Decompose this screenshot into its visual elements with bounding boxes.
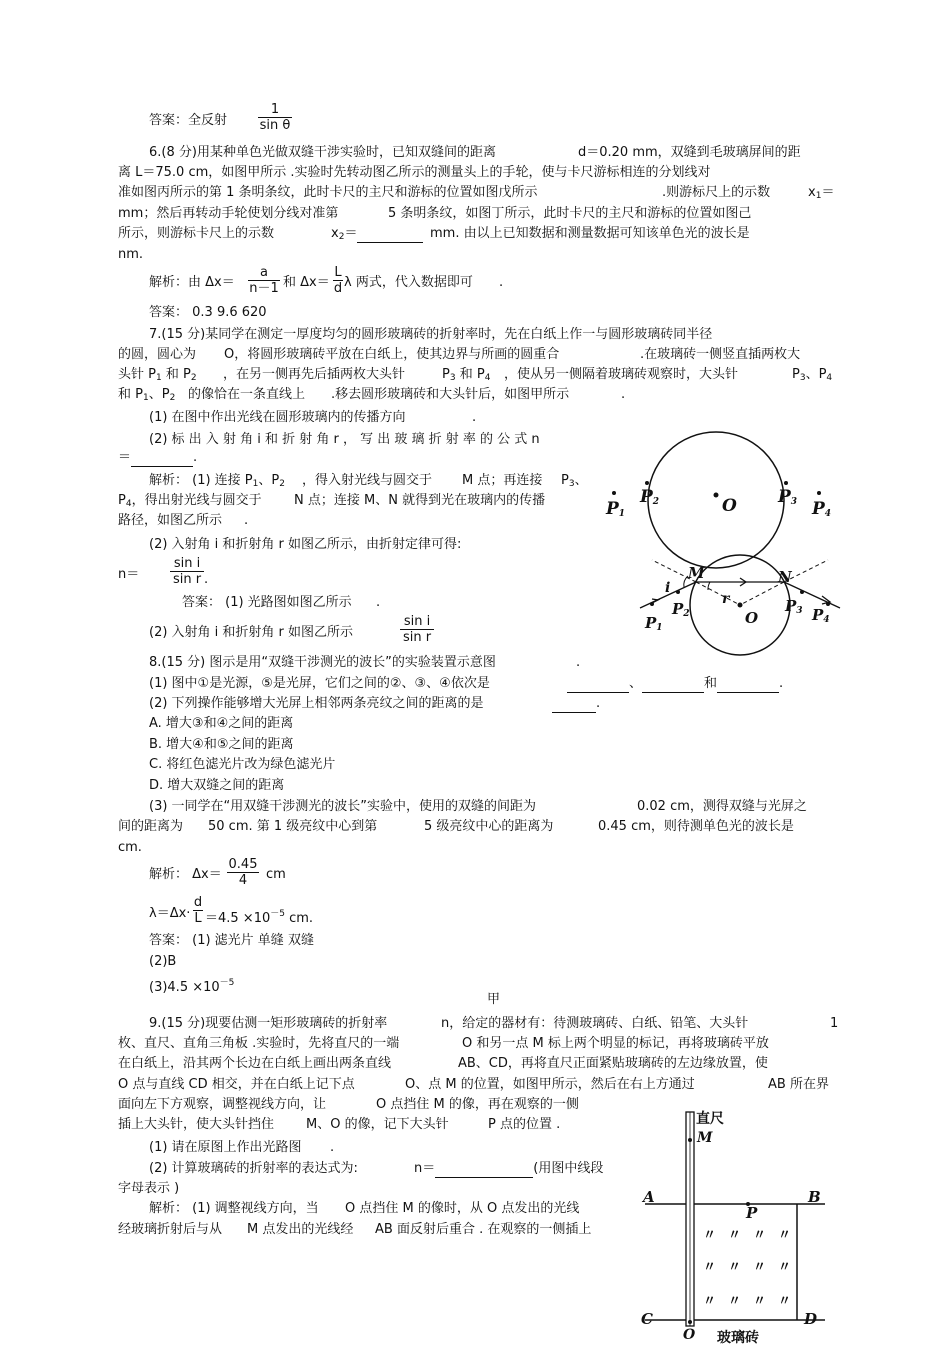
q9-part-1: (1) 请在原图上作出光路图 [149,1140,302,1155]
q5-answer: 答案：全反射 [149,113,228,128]
frac-denominator: sin r [400,629,434,645]
q8-part-3g: cm. [118,840,142,855]
q6-line-1b: d＝0.20 mm，双缝到毛玻璃屏间的距 [578,145,801,160]
q8-option-b: B. 增大④和⑤之间的距离 [149,737,294,752]
fig-b-label-n: N [778,568,792,586]
q7-solution-3: 路径，如图乙所示 [118,513,223,528]
q8-answer-2: (2)B [149,954,177,969]
q9-fig-label-c: C [641,1310,653,1328]
q8-answer-3: $(3)4.5 \times 10^{-5}$ [149,978,235,995]
q7-line-3d: ，使从另一侧隔着玻璃砖观察时，大头针 [504,367,739,382]
q7-solution-1d: $P_3$、 [561,473,588,489]
q6-line-4a: mm；然后再转动手轮使划分线对准第 [118,206,339,221]
fig-a-label-p1: $P_1$ [606,499,626,519]
q6-solution-b: 和 Δx＝ [283,275,330,290]
q9-line-2: 枚、直尺、直角三角板 .实验时，先将直尺的一端 [118,1036,400,1051]
q7-solution-1a: 解析： (1) 连接 $P_1$、$P_2$ [149,473,285,489]
q9-line-1b: n，给定的器材有：待测玻璃砖、白纸、铅笔、大头针 [441,1016,749,1031]
fig-b-label-p3: $P_3$ [785,597,803,616]
q7-formula-fraction [170,556,204,587]
q8-part-3c: 间的距离为 [118,819,184,834]
q8-solution-2b: $=4.5 \times 10^{-5}$ cm. [205,909,314,926]
frac-numerator: sin i [173,556,201,571]
q8-part-1: (1) 图中①是光源，⑤是光屏，它们之间的②、③、④依次是 [149,676,490,691]
q9-line-4a: O 点与直线 CD 相交，并在白纸上记下点 [118,1077,355,1092]
q6-line-3b: .则游标尺上的示数 [662,185,771,200]
q6-line-5d: mm. 由以上已知数据和测量数据可知该单色光的波长是 [430,226,750,241]
fig-b-label-i: i [665,580,671,596]
q6-line-5a: 所示，则游标卡尺上的示数 [118,226,275,241]
q8-solution-2a: λ＝Δx· [149,906,191,921]
q8-solution-1a: 解析： Δx＝ [149,867,222,882]
q8-line-1: 8.(15 分) 图示是用“双缝干涉测光的波长”的实验装置示意图 [149,655,496,670]
q6-line-6: nm. [118,247,144,262]
q8-part-3d: 50 cm. 第 1 级亮纹中心到第 [208,819,378,834]
q9-fig-hatch-row-3: 〃〃〃〃 [703,1294,804,1309]
frac-denominator: 4 [227,872,259,888]
q7-solution-4: (2) 入射角 i 和折射角 r 如图乙所示，由折射定律可得: [149,537,462,552]
fig-a-label-o: O [722,496,737,516]
fig-b-label-m: M [688,564,705,582]
q7-part-2: (2) 标 出 入 射 角 i 和 折 射 角 r ， 写 出 玻 璃 折 射 率 的 公 式 n [149,432,540,447]
q8-part-3f: 0.45 cm，则待测单色光的波长是 [598,819,794,834]
fig-b-label-p2: $P_2$ [672,600,690,619]
q6-x2: $x_2=$ [331,226,423,245]
q9-fig-label-p: P [746,1204,758,1222]
frac-numerator: L [334,265,342,280]
q6-line-1: 6.(8 分)用某种单色光做双缝干涉实验时，已知双缝间的距离 [149,145,496,160]
q9-line-6b: M、O 的像，记下大头针 [306,1117,449,1132]
q9-fig-hatch-row-2: 〃〃〃〃 [703,1260,804,1275]
q9-fig-label-m: M [697,1130,713,1146]
fig-b-label-p1: $P_1$ [645,614,663,633]
q9-fig-label-a: A [643,1188,655,1206]
q7-formula-end: . [204,572,209,587]
q7-line-4c: .移去圆形玻璃砖和大头针后，如图甲所示 [331,387,570,402]
q8-option-c: C. 将红色滤光片改为绿色滤光片 [149,757,336,772]
fig-b-label-o: O [745,609,759,627]
q8-answer-1: 答案： (1) 滤光片 单缝 双缝 [149,933,314,948]
q7-part-1-end: . [472,410,477,425]
q7-part-2-blank: ＝ . [118,450,198,465]
q9-line-3a: 在白纸上，沿其两个长边在白纸上画出两条直线 [118,1056,392,1071]
q9-part-2-blank: n＝ (用图中线段 [414,1161,604,1176]
q9-line-3b: AB、CD，再将直尺正面紧贴玻璃砖的左边缘放置，使 [458,1056,768,1071]
frac-denominator: L [194,911,202,926]
q8-solution-1b: cm [266,867,286,882]
q8-part-1-blanks: 、 和 . [567,676,783,693]
frac-numerator: 1 [270,102,280,117]
q8-part-3b: 0.02 cm，测得双缝与光屏之 [637,799,807,814]
frac-numerator: a [260,265,268,280]
q9-part-1-end: . [330,1140,335,1155]
q9-solution-2b: M 点发出的光线经 [247,1222,354,1237]
q6-solution-fraction-1 [248,265,280,296]
q9-line-5b: O 点挡住 M 的像，再在观察的一侧 [376,1097,579,1112]
q9-solution-1a: 解析： (1) 调整视线方向，当 [149,1201,319,1216]
q6-line-3a: 准如图丙所示的第 1 条明条纹，此时卡尺的主尺和游标的位置如图戊所示 [118,185,538,200]
q7-solution-1b: ，得入射光线与圆交于 [302,473,433,488]
q7-line-4b: 的像恰在一条直线上 [188,387,306,402]
q6-solution-d: . [499,275,504,290]
fig-a-label-p3: $P_3$ [778,487,798,507]
q8-solution-fraction-2 [193,895,203,926]
q9-line-5a: 面向左下方观察，调整视线方向，让 [118,1097,327,1112]
q6-solution-fraction-2 [333,265,343,296]
q6-x1: $x_1=$ [808,185,835,201]
q7-solution-2a: $P_4$，得出射光线与圆交于 [118,493,262,509]
q8-part-2: (2) 下列操作能够增大光屏上相邻两条亮纹之间的距离的是 [149,696,484,711]
q9-fig-ruler-label: 直尺 [696,1111,724,1127]
q9-part-2: (2) 计算玻璃砖的折射率的表达式为: [149,1161,358,1176]
q8-option-a: A. 增大③和④之间的距离 [149,716,294,731]
fig-a-label-p2: $P_2$ [640,487,660,507]
q7-answer-1: 答案： (1) 光路图如图乙所示 [182,595,352,610]
frac-numerator: 0.45 [228,857,258,872]
q9-line-1c: 1 [830,1016,839,1031]
q8-solution-fraction-1 [227,857,259,888]
q9-solution-1b: O 点挡住 M 的像时，从 O 点发出的光线 [345,1201,580,1216]
q7-solution-3-end: . [244,513,249,528]
frac-denominator: d [333,281,343,296]
q7-line-3b: ，在另一侧再先后插两枚大头针 [223,367,406,382]
q6-solution-c: λ 两式，代入数据即可 [344,275,473,290]
q7-line-2c: .在玻璃砖一侧竖直插两枚大 [640,347,801,362]
q9-line-1a: 9.(15 分)现要估测一矩形玻璃砖的折射率 [149,1016,388,1031]
q9-fig-label-o: O [683,1327,696,1343]
q9-fig-hatch-row-1: 〃〃〃〃 [703,1228,804,1243]
fig-a-label-p4: $P_4$ [812,499,832,519]
q8-option-d: D. 增大双缝之间的距离 [149,778,285,793]
q8-part-3a: (3) 一同学在“用双缝干涉测光的波长”实验中，使用的双缝的间距为 [149,799,537,814]
q8-line-1-end: . [576,655,581,670]
q9-line-2b: O 和另一点 M 标上两个明显的标记，再将玻璃砖平放 [462,1036,769,1051]
frac-denominator: n－1 [249,281,279,296]
q7-solution-2c: N 点；连接 M、N 就得到光在玻璃内的传播 [294,493,546,508]
q8-part-3e: 5 级亮纹中心的距离为 [424,819,554,834]
q6-line-2: 离 L＝75.0 cm，如图甲所示 .实验时先转动图乙所示的测量头上的手轮，使与卡尺游标相连的分划线对 [118,165,711,180]
q6-line-4b: 5 条明条纹，如图丁所示，此时卡尺的主尺和游标的位置如图己 [388,206,752,221]
q7-line-1: 7.(15 分)某同学在测定一厚度均匀的圆形玻璃砖的折射率时，先在白纸上作一与圆形玻璃砖同半径 [149,327,713,342]
q7-solution-5: n＝ [118,567,140,582]
fig-b-label-p4: $P_4$ [812,606,830,625]
q7-figure-a-points [600,438,840,528]
q6-answer: 答案： 0.3 9.6 620 [149,305,267,320]
q9-part-2d: 字母表示 ) [118,1181,180,1196]
q9-line-4c: AB 所在界 [768,1077,829,1092]
q8-figure-label: 甲 [487,992,501,1007]
frac-numerator: sin i [403,614,431,629]
q7-line-2b: O，将圆形玻璃砖平放在白纸上，使其边界与所画的圆重合 [224,347,560,362]
q9-fig-glass-label: 玻璃砖 [717,1330,759,1346]
q9-line-4b: O、点 M 的位置，如图甲所示，然后在右上方通过 [405,1077,695,1092]
q9-line-6c: P 点的位置 . [488,1117,561,1132]
q7-line-3c: $P_3$ 和 $P_4$ [442,367,491,383]
q7-part-1: (1) 在图中作出光线在圆形玻璃内的传播方向 [149,410,406,425]
q7-line-4a: 和 $P_1$、$P_2$ [118,387,176,403]
q7-line-4d: . [621,387,626,402]
q8-part-2-blank: . [552,696,600,713]
frac-numerator: d [193,895,203,910]
q9-solution-2a: 经玻璃折射后与从 [118,1222,223,1237]
q7-line-3a: 头针 $P_1$ 和 $P_2$ [118,367,197,383]
q6-solution-a: 解析：由 Δx＝ [149,275,235,290]
q7-answer-2: (2) 入射角 i 和折射角 r 如图乙所示 [149,625,354,640]
q9-fig-label-d: D [804,1310,818,1328]
fig-b-label-r: r [722,591,730,607]
q5-answer-fraction [258,102,292,133]
q9-solution-2c: AB 面反射后重合 . 在观察的一侧插上 [375,1222,592,1237]
q7-answer-1-end: . [376,595,381,610]
q7-line-2a: 的圆，圆心为 [118,347,197,362]
q7-line-3e: $P_3$、$P_4$ [792,367,833,383]
frac-denominator: sin r [170,571,204,587]
q9-line-6a: 插上大头针，使大头针挡住 [118,1117,275,1132]
q7-solution-1c: M 点；再连接 [462,473,543,488]
frac-denominator: sin θ [259,118,291,133]
q9-fig-label-b: B [808,1188,821,1206]
q7-answer-fraction [400,614,434,645]
